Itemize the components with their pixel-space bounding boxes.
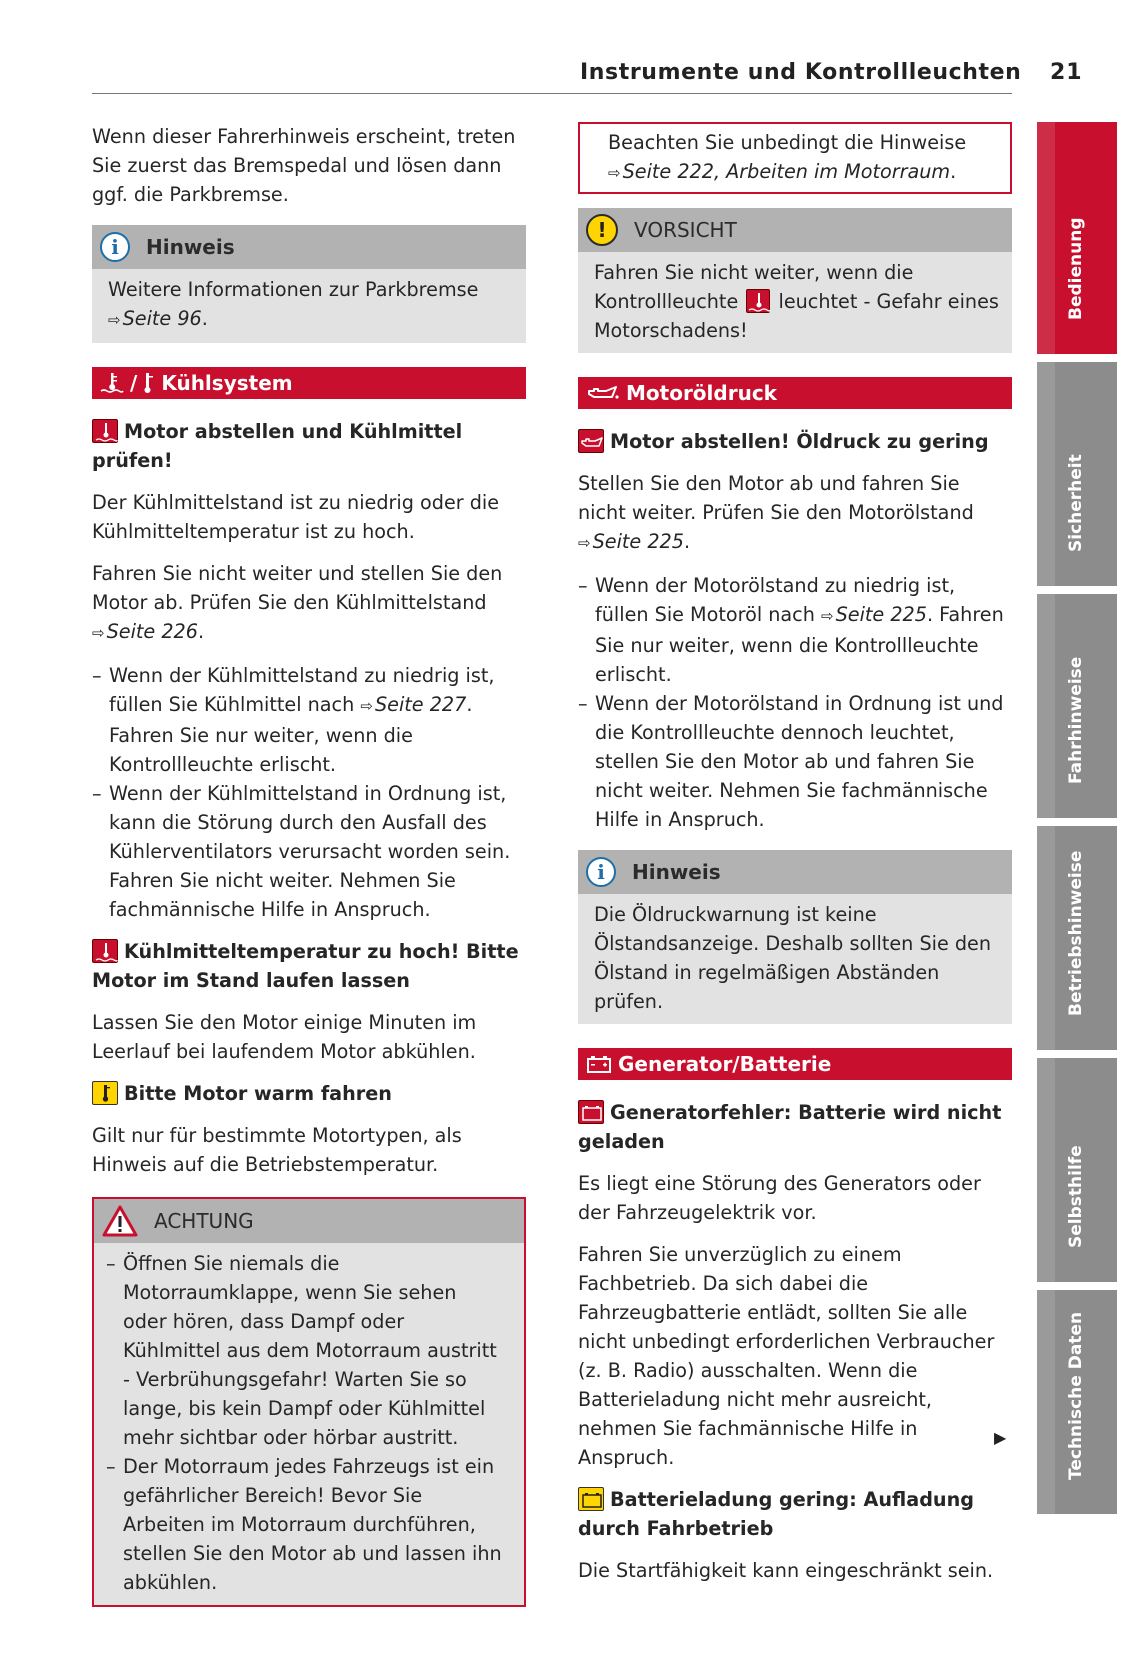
xref-arrow-icon: ⇨ bbox=[360, 697, 373, 715]
list-item-text: Wenn der Motorölstand zu niedrig ist, füllen Sie Motoröl nach bbox=[595, 574, 956, 626]
achtung-box bbox=[92, 1197, 526, 1607]
paragraph: Fahren Sie nicht weiter und stellen Sie den Motor ab. Prüfen Sie den Kühlmittelstand ⇨ Seite 226. bbox=[92, 559, 526, 648]
slash-separator: / bbox=[130, 370, 138, 395]
hinweis-text: Weitere Informationen zur Parkbremse bbox=[108, 278, 479, 301]
paragraph: Lassen Sie den Motor einige Minuten im Leerlauf bei laufendem Motor abkühlen. bbox=[92, 1011, 477, 1063]
xref-arrow-icon: ⇨ bbox=[821, 607, 834, 625]
list-item: – Wenn der Kühlmittelstand zu niedrig ist, füllen Sie Kühlmittel nach ⇨ Seite 227. Fahren Sie nur weiter, wenn die Kontrollleuchte erlischt. bbox=[92, 664, 495, 776]
section-title: Motoröldruck bbox=[626, 380, 777, 405]
continue-arrow-icon: ▶ bbox=[994, 1428, 1007, 1447]
section-title: Generator/Batterie bbox=[618, 1051, 832, 1076]
oil-can-icon bbox=[586, 383, 620, 403]
xref-link[interactable]: Seite 96 bbox=[122, 307, 202, 330]
paragraph: Es liegt eine Störung des Generators oder der Fahrzeugelektrik vor. bbox=[578, 1172, 981, 1224]
punctuation: . bbox=[201, 307, 208, 330]
notice-text: Beachten Sie unbedingt die Hinweise bbox=[608, 131, 967, 154]
lamp-heading-coolant-check bbox=[92, 417, 526, 475]
info-icon: i bbox=[586, 857, 616, 887]
paragraph: Gilt nur für bestimmte Motortypen, als Hinweis auf die Betriebstemperatur. bbox=[92, 1124, 462, 1176]
tab-sicherheit[interactable]: Sicherheit bbox=[1037, 362, 1117, 586]
paragraph-text: Stellen Sie den Motor ab und fahren Sie nicht weiter. Prüfen Sie den Motorölstand bbox=[578, 472, 974, 524]
vorsicht-body bbox=[578, 252, 1012, 353]
lamp-heading-text: Kühlmitteltemperatur zu hoch! Bitte Motor im Stand laufen lassen bbox=[92, 940, 519, 992]
hinweis-header bbox=[578, 850, 1012, 894]
vorsicht-text: leuchtet - Gefahr eines Motorschadens! bbox=[594, 290, 999, 342]
battery-icon bbox=[586, 1054, 612, 1074]
tab-selbsthilfe[interactable]: Selbsthilfe bbox=[1037, 1058, 1117, 1282]
section-header-generator bbox=[578, 1048, 1012, 1080]
xref-arrow-icon: ⇨ bbox=[608, 164, 621, 182]
intro-paragraph: Wenn dieser Fahrerhinweis erscheint, treten Sie zuerst das Bremspedal und lösen dann ggf. die Parkbremse. bbox=[92, 125, 516, 206]
xref-link[interactable]: Seite 225 bbox=[592, 530, 684, 553]
left-column bbox=[92, 122, 526, 1631]
red-coolant-lamp-icon bbox=[92, 419, 118, 443]
lamp-heading-text: Bitte Motor warm fahren bbox=[124, 1082, 392, 1105]
hinweis-box-parking bbox=[92, 225, 526, 343]
paragraph-text: Fahren Sie nicht weiter und stellen Sie den Motor ab. Prüfen Sie den Kühlmittelstand bbox=[92, 562, 503, 614]
section-header-oil-pressure bbox=[578, 377, 1012, 409]
xref-link[interactable]: Seite 222, Arbeiten im Motorraum bbox=[622, 160, 951, 183]
paragraph: Der Kühlmittelstand ist zu niedrig oder die Kühlmitteltemperatur ist zu hoch. bbox=[92, 491, 500, 543]
list-item: – Wenn der Motorölstand zu niedrig ist, füllen Sie Motoröl nach ⇨ Seite 225. Fahren Sie nur weiter, wenn die Kontrollleuchte erlischt. bbox=[578, 574, 1004, 686]
list-item: – Der Motorraum jedes Fahrzeugs ist ein gefährlicher Bereich! Bevor Sie Arbeiten im Motorraum durchführen, stellen Sie den Motor ab und lassen ihn abkühlen. bbox=[106, 1452, 504, 1597]
red-coolant-lamp-icon bbox=[746, 289, 770, 313]
hinweis-header bbox=[92, 225, 526, 269]
lamp-heading-text: Batterieladung gering: Aufladung durch Fahrbetrieb bbox=[578, 1488, 974, 1540]
xref-arrow-icon: ⇨ bbox=[578, 534, 591, 552]
xref-link[interactable]: Seite 226 bbox=[106, 620, 198, 643]
vorsicht-box bbox=[578, 208, 1012, 353]
achtung-title: ACHTUNG bbox=[154, 1208, 254, 1233]
vorsicht-header bbox=[578, 208, 1012, 252]
list-item: – Wenn der Motorölstand in Ordnung ist und die Kontrollleuchte dennoch leuchtet, stellen Sie den Motor ab und fahren Sie nicht weiter. Nehmen Sie fachmännische Hilfe in Anspruch. bbox=[578, 689, 1012, 834]
red-battery-lamp-icon bbox=[578, 1100, 604, 1124]
list-item: – Öffnen Sie niemals die Motorraumklappe, wenn Sie sehen oder hören, dass Dampf oder Kühlmittel aus dem Motorraum austritt - Verbrühungsgefahr! Warten Sie so lange, bis kein Dampf oder Kühlmittel mehr sichtbar oder hörbar austritt. bbox=[106, 1249, 504, 1452]
list-item-text: Wenn der Kühlmittelstand zu niedrig ist, füllen Sie Kühlmittel nach bbox=[109, 664, 495, 716]
page-header-title: Instrumente und Kontrollleuchten bbox=[580, 60, 1022, 85]
list-item-text: Öffnen Sie niemals die Motorraumklappe, wenn Sie sehen oder hören, dass Dampf oder Kühlmittel aus dem Motorraum austritt - Verbrühungsgefahr! Warten Sie so lange, bis kein Dampf oder Kühlmittel mehr sichtbar oder hörbar austritt. bbox=[123, 1252, 497, 1449]
notice-box: Beachten Sie unbedingt die Hinweise ⇨ Seite 222, Arbeiten im Motorraum. bbox=[578, 122, 1012, 194]
yellow-battery-lamp-icon bbox=[578, 1487, 604, 1511]
lamp-heading-oil-pressure bbox=[578, 427, 1012, 456]
lamp-heading-text: Generatorfehler: Batterie wird nicht geladen bbox=[578, 1101, 1002, 1153]
tab-technische-daten[interactable]: Technische Daten bbox=[1037, 1290, 1117, 1514]
xref-arrow-icon: ⇨ bbox=[108, 311, 121, 329]
achtung-body bbox=[94, 1243, 524, 1605]
yellow-thermometer-lamp-icon bbox=[92, 1081, 118, 1105]
tab-betriebshinweise[interactable]: Betriebshinweise bbox=[1037, 826, 1117, 1050]
list-item-text: . Fahren Sie nur weiter, wenn die Kontrollleuchte erlischt. bbox=[595, 603, 1004, 686]
lamp-heading-generator bbox=[578, 1098, 1012, 1156]
xref-arrow-icon: ⇨ bbox=[92, 624, 105, 642]
hinweis-title: Hinweis bbox=[632, 859, 721, 884]
hinweis-box-oil bbox=[578, 850, 1012, 1024]
paragraph: Fahren Sie unverzüglich zu einem Fachbetrieb. Da sich dabei die Fahrzeugbatterie entlädt, sollten Sie alle nicht unbedingt erforderlichen Verbraucher (z. B. Radio) ausschalten. Wenn die Batterieladung nicht mehr ausreicht, nehmen Sie fachmännische Hilfe in Anspruch. bbox=[578, 1243, 995, 1469]
header-rule bbox=[92, 93, 1012, 94]
lamp-heading-text: Motor abstellen! Öldruck zu gering bbox=[610, 430, 989, 453]
paragraph: Die Startfähigkeit kann eingeschränkt sein. bbox=[578, 1559, 994, 1582]
section-title: Kühlsystem bbox=[161, 370, 293, 395]
exclamation-icon: ! bbox=[586, 214, 618, 246]
red-oil-lamp-icon bbox=[578, 429, 604, 453]
lamp-heading-text: Motor abstellen und Kühlmittel prüfen! bbox=[92, 420, 463, 472]
page-number: 21 bbox=[1050, 60, 1083, 85]
tab-bedienung[interactable]: Bedienung bbox=[1037, 122, 1117, 354]
xref-link[interactable]: Seite 227 bbox=[374, 693, 467, 716]
info-icon: i bbox=[100, 232, 130, 262]
list-item-text: Der Motorraum jedes Fahrzeugs ist ein gefährlicher Bereich! Bevor Sie Arbeiten im Motorraum durchführen, stellen Sie den Motor ab und lassen ihn abkühlen. bbox=[123, 1455, 502, 1594]
warning-triangle-icon bbox=[102, 1205, 138, 1237]
list-item-text: . Fahren Sie nur weiter, wenn die Kontrollleuchte erlischt. bbox=[109, 693, 473, 776]
list-item-text: Wenn der Kühlmittelstand in Ordnung ist, kann die Störung durch den Ausfall des Kühlerventilators verursacht worden sein. Fahren Sie nicht weiter. Nehmen Sie fachmännische Hilfe in Anspruch. bbox=[109, 782, 511, 921]
achtung-header bbox=[94, 1199, 524, 1243]
coolant-temperature-icon bbox=[100, 372, 124, 394]
dash-list bbox=[92, 661, 526, 924]
list-item-text: Wenn der Motorölstand in Ordnung ist und die Kontrollleuchte dennoch leuchtet, stellen Sie den Motor ab und fahren Sie nicht weiter. Nehmen Sie fachmännische Hilfe in Anspruch. bbox=[595, 692, 1004, 831]
lamp-heading-battery-low bbox=[578, 1485, 1012, 1543]
right-column bbox=[578, 122, 1012, 1598]
list-item: – Wenn der Kühlmittelstand in Ordnung ist, kann die Störung durch den Ausfall des Kühlerventilators verursacht worden sein. Fahren Sie nicht weiter. Nehmen Sie fachmännische Hilfe in Anspruch. bbox=[92, 779, 526, 924]
dash-list bbox=[578, 571, 1012, 834]
lamp-heading-warm-up bbox=[92, 1079, 526, 1108]
red-coolant-lamp-icon bbox=[92, 939, 118, 963]
vorsicht-title: VORSICHT bbox=[634, 217, 737, 242]
hinweis-title: Hinweis bbox=[146, 234, 235, 259]
section-header-cooling bbox=[92, 367, 526, 399]
vorsicht-text: Fahren Sie nicht weiter, wenn die Kontrollleuchte bbox=[594, 261, 914, 313]
tab-fahrhinweise[interactable]: Fahrhinweise bbox=[1037, 594, 1117, 818]
hinweis-body bbox=[92, 269, 526, 343]
paragraph: Stellen Sie den Motor ab und fahren Sie nicht weiter. Prüfen Sie den Motorölstand ⇨ Seite 225. bbox=[578, 469, 1012, 558]
lamp-heading-coolant-temp bbox=[92, 937, 526, 995]
thermometer-icon bbox=[143, 372, 155, 394]
xref-link[interactable]: Seite 225 bbox=[835, 603, 927, 626]
hinweis-body: Die Öldruckwarnung ist keine Ölstandsanzeige. Deshalb sollten Sie den Ölstand in regelmäßigen Abständen prüfen. bbox=[578, 894, 1012, 1024]
